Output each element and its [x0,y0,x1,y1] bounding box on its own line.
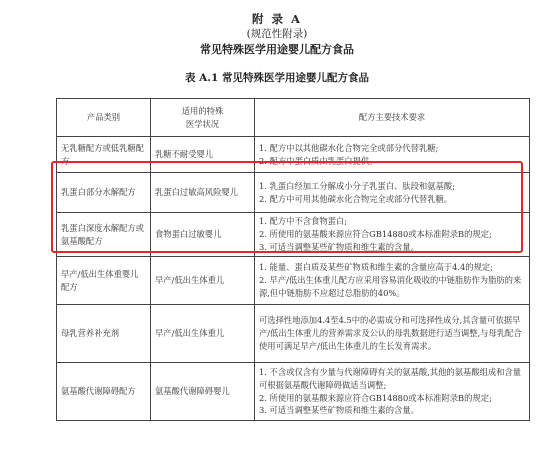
requirement-line: 2. 配方中可用其他碳水化合物完全或部分代替乳糖。 [259,193,453,204]
requirement-line: 1. 配方中不含食物蛋白; [259,216,348,227]
formula-table [56,98,530,421]
requirement-line: 2. 所使用的氨基酸来源应符合GB14880或本标准附录B的规定; [259,229,492,240]
cell-condition: 氨基酸代谢障碍婴儿 [151,363,255,421]
requirement-line: 1. 乳蛋白经加工分解成小分子乳蛋白、肽段和氨基酸; [259,180,455,191]
requirement-line: 3. 可适当调整某些矿物质和维生素的含量。 [259,405,419,416]
table-header-row [57,99,530,137]
cell-requirements [255,257,530,305]
cell-condition: 早产/低出生体重儿 [151,305,255,363]
cell-requirements [255,213,530,257]
requirement-line: 2. 所使用的氨基酸来源应符合GB14880或本标准附录B的规定; [259,392,492,403]
table-row-lactose-free [57,137,530,173]
cell-category: 母乳营养补充剂 [57,305,151,363]
cell-condition: 乳蛋白过敏高风险婴儿 [151,173,255,213]
cell-requirements [255,137,530,173]
requirement-line: 1. 不含或仅含有少量与代谢障碍有关的氨基酸,其他的氨基酸组成和含量可根据氨基酸代谢障碍做适当调整; [259,366,522,390]
table-row-preterm [57,257,530,305]
cell-requirements [255,305,530,363]
table-caption: 表 A.1 常见特殊医学用途婴儿配方食品 [185,72,369,84]
cell-condition: 食物蛋白过敏婴儿 [151,213,255,257]
cell-condition: 早产/低出生体重儿 [151,257,255,305]
cell-requirements [255,173,530,213]
cell-category: 乳蛋白深度水解配方或氨基酸配方 [57,213,151,257]
appendix-note: (规范性附录) [246,28,308,40]
cell-requirements [255,363,530,421]
cell-category: 早产/低出生体重婴儿配方 [57,257,151,305]
appendix-title: 常见特殊医学用途婴儿配方食品 [200,43,354,56]
header-condition: 适用的特殊 医学状况 [151,99,255,137]
requirement-line: 2. 配方中蛋白质由乳蛋白提供。 [259,155,378,166]
cell-condition: 乳糖不耐受婴儿 [151,137,255,173]
cell-category: 乳蛋白部分水解配方 [57,173,151,213]
table-row-amino-acid-metabolism [57,363,530,421]
requirement-line: 1. 能量、蛋白质及某些矿物质和维生素的含量应高于4.4的规定; [259,262,493,273]
cell-category: 氨基酸代谢障碍配方 [57,363,151,421]
appendix-heading: 附 录 A [252,12,302,26]
requirement-line: 可选择性地添加4.4至4.5中的必需成分和可选择性成分,其含量可依据早产/低出生体重儿的营养需求及公认的母乳数据进行适当调整,与母乳配合使用可满足早产/低出生体重儿的生长发育需求。 [259,315,522,351]
header-category: 产品类别 [57,99,151,137]
requirement-line: 3. 可适当调整某些矿物质和维生素的含量。 [259,241,419,252]
table-row-partial-hydrolysis [57,173,530,213]
requirement-line: 2. 早产/低出生体重儿配方应采用容易消化吸收的中链脂肪作为脂肪的来源,但中链脂肪不应超过总脂肪的40%。 [259,275,522,298]
header-requirements: 配方主要技术要求 [255,99,530,137]
table-row-breastmilk-fortifier [57,305,530,363]
cell-category: 无乳糖配方或低乳糖配方 [57,137,151,173]
requirement-line: 1. 配方中以其他碳水化合物完全或部分代替乳糖; [259,142,439,153]
table-row-deep-hydrolysis [57,213,530,257]
